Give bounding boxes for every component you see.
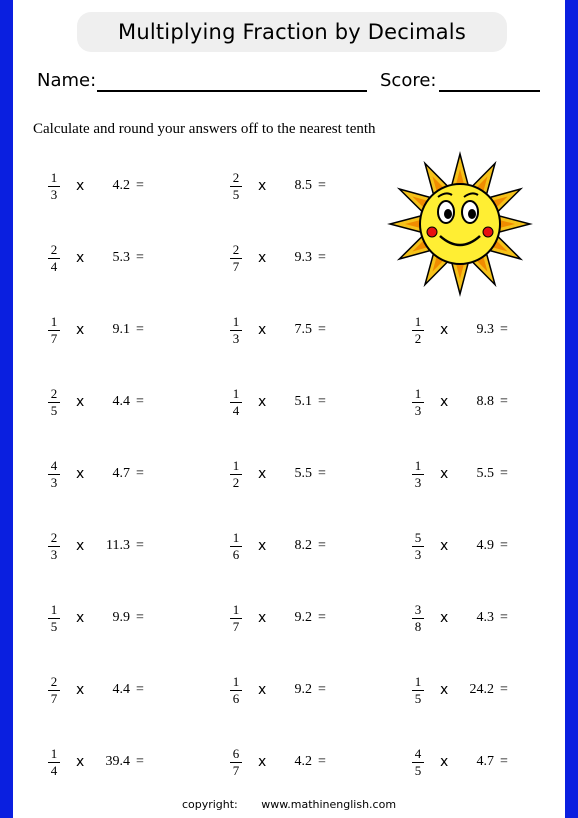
decimal-value: 24.2: [469, 682, 494, 697]
fraction: [228, 747, 244, 778]
fraction-denominator: 7: [232, 762, 240, 778]
fraction-numerator: 1: [232, 673, 240, 689]
footer: [13, 798, 565, 811]
times-symbol: x: [258, 538, 267, 554]
problem-item: [46, 382, 196, 422]
fraction: [410, 315, 426, 346]
fraction-denominator: 4: [50, 258, 58, 274]
decimal-value: 4.7: [476, 754, 494, 769]
decimal-value: 4.9: [476, 538, 494, 553]
equals-symbol: =: [318, 538, 326, 553]
equals-symbol: =: [136, 610, 144, 625]
problem-item: [228, 526, 378, 566]
problem-item: [228, 598, 378, 638]
fraction-denominator: 5: [50, 618, 58, 634]
times-symbol: x: [76, 682, 85, 698]
fraction-numerator: 1: [50, 313, 58, 329]
problem-item: [410, 454, 560, 494]
decimal-value: 7.5: [294, 322, 312, 337]
equals-symbol: =: [318, 610, 326, 625]
problem-item: [228, 310, 378, 350]
fraction: [228, 171, 244, 202]
fraction-numerator: 1: [50, 601, 58, 617]
fraction: [228, 459, 244, 490]
fraction-denominator: 7: [232, 258, 240, 274]
fraction-numerator: 2: [50, 529, 58, 545]
fraction: [46, 387, 62, 418]
fraction-denominator: 3: [414, 546, 422, 562]
problem-item: [46, 454, 196, 494]
times-symbol: x: [76, 250, 85, 266]
problem-item: [46, 238, 196, 278]
times-symbol: x: [76, 610, 85, 626]
fraction-denominator: 6: [232, 690, 240, 706]
fraction-numerator: 2: [50, 385, 58, 401]
decimal-value: 9.1: [112, 322, 130, 337]
fraction-denominator: 5: [414, 762, 422, 778]
fraction: [410, 747, 426, 778]
times-symbol: x: [440, 466, 449, 482]
equals-symbol: =: [318, 322, 326, 337]
fraction-denominator: 4: [232, 402, 240, 418]
fraction-denominator: 7: [50, 690, 58, 706]
decimal-value: 8.2: [294, 538, 312, 553]
fraction-denominator: 3: [50, 546, 58, 562]
fraction-denominator: 2: [414, 330, 422, 346]
fraction: [228, 675, 244, 706]
fraction-numerator: 1: [50, 169, 58, 185]
fraction: [228, 315, 244, 346]
page-title: Multiplying Fraction by Decimals: [118, 20, 466, 44]
equals-symbol: =: [136, 394, 144, 409]
fraction-denominator: 7: [232, 618, 240, 634]
problem-item: [46, 526, 196, 566]
times-symbol: x: [258, 322, 267, 338]
equals-symbol: =: [136, 754, 144, 769]
fraction-denominator: 3: [232, 330, 240, 346]
fraction-denominator: 8: [414, 618, 422, 634]
equals-symbol: =: [318, 682, 326, 697]
equals-symbol: =: [500, 754, 508, 769]
fraction-numerator: 1: [232, 313, 240, 329]
fraction-numerator: 2: [232, 241, 240, 257]
times-symbol: x: [258, 250, 267, 266]
times-symbol: x: [258, 754, 267, 770]
fraction-numerator: 1: [414, 673, 422, 689]
times-symbol: x: [76, 538, 85, 554]
problem-grid: [13, 0, 565, 818]
fraction-denominator: 6: [232, 546, 240, 562]
times-symbol: x: [76, 394, 85, 410]
problem-item: [46, 598, 196, 638]
decimal-value: 5.5: [294, 466, 312, 481]
problem-item: [410, 598, 560, 638]
equals-symbol: =: [500, 682, 508, 697]
equals-symbol: =: [136, 250, 144, 265]
times-symbol: x: [76, 322, 85, 338]
problem-item: [228, 670, 378, 710]
problem-item: [410, 310, 560, 350]
fraction: [46, 603, 62, 634]
decimal-value: 4.4: [112, 682, 130, 697]
fraction: [46, 675, 62, 706]
fraction: [46, 315, 62, 346]
fraction-denominator: 3: [50, 474, 58, 490]
fraction: [410, 675, 426, 706]
fraction: [46, 459, 62, 490]
times-symbol: x: [440, 610, 449, 626]
problem-item: [228, 454, 378, 494]
decimal-value: 9.3: [476, 322, 494, 337]
decimal-value: 4.4: [112, 394, 130, 409]
fraction-numerator: 1: [50, 745, 58, 761]
fraction: [410, 387, 426, 418]
fraction-denominator: 5: [414, 690, 422, 706]
problem-item: [46, 310, 196, 350]
fraction: [46, 243, 62, 274]
fraction: [46, 171, 62, 202]
problem-item: [46, 742, 196, 782]
equals-symbol: =: [500, 466, 508, 481]
problem-item: [46, 670, 196, 710]
equals-symbol: =: [500, 322, 508, 337]
equals-symbol: =: [318, 178, 326, 193]
decimal-value: 4.2: [294, 754, 312, 769]
decimal-value: 4.2: [112, 178, 130, 193]
decimal-value: 4.7: [112, 466, 130, 481]
equals-symbol: =: [136, 682, 144, 697]
fraction-numerator: 1: [414, 385, 422, 401]
instructions: Calculate and round your answers off to the nearest tenth: [33, 121, 376, 137]
decimal-value: 9.9: [112, 610, 130, 625]
decimal-value: 4.3: [476, 610, 494, 625]
fraction-numerator: 1: [232, 601, 240, 617]
fraction-numerator: 1: [414, 313, 422, 329]
fraction: [228, 531, 244, 562]
fraction: [410, 603, 426, 634]
decimal-value: 9.2: [294, 610, 312, 625]
decimal-value: 39.4: [105, 754, 130, 769]
problem-item: [228, 238, 378, 278]
fraction-denominator: 2: [232, 474, 240, 490]
fraction: [228, 603, 244, 634]
problem-item: [228, 382, 378, 422]
times-symbol: x: [76, 178, 85, 194]
fraction-numerator: 3: [414, 601, 422, 617]
copyright-label: copyright:: [181, 798, 238, 811]
decimal-value: 11.3: [106, 538, 130, 553]
times-symbol: x: [258, 466, 267, 482]
decimal-value: 8.8: [476, 394, 494, 409]
times-symbol: x: [258, 178, 267, 194]
fraction: [410, 531, 426, 562]
fraction-numerator: 4: [414, 745, 422, 761]
fraction: [410, 459, 426, 490]
fraction: [46, 747, 62, 778]
times-symbol: x: [440, 682, 449, 698]
fraction-numerator: 6: [232, 745, 240, 761]
times-symbol: x: [440, 394, 449, 410]
problem-item: [410, 526, 560, 566]
equals-symbol: =: [318, 466, 326, 481]
decimal-value: 8.5: [294, 178, 312, 193]
fraction-numerator: 2: [232, 169, 240, 185]
decimal-value: 5.5: [476, 466, 494, 481]
problem-item: [410, 742, 560, 782]
problem-item: [410, 382, 560, 422]
times-symbol: x: [258, 682, 267, 698]
times-symbol: x: [440, 322, 449, 338]
equals-symbol: =: [136, 538, 144, 553]
equals-symbol: =: [500, 610, 508, 625]
decimal-value: 9.2: [294, 682, 312, 697]
equals-symbol: =: [136, 466, 144, 481]
equals-symbol: =: [500, 538, 508, 553]
fraction: [228, 243, 244, 274]
times-symbol: x: [440, 754, 449, 770]
fraction-denominator: 5: [50, 402, 58, 418]
fraction-numerator: 5: [414, 529, 422, 545]
times-symbol: x: [76, 754, 85, 770]
equals-symbol: =: [318, 394, 326, 409]
equals-symbol: =: [136, 322, 144, 337]
fraction-numerator: 4: [50, 457, 58, 473]
fraction-denominator: 3: [414, 474, 422, 490]
fraction-numerator: 1: [232, 385, 240, 401]
decimal-value: 5.3: [112, 250, 130, 265]
decimal-value: 5.1: [294, 394, 312, 409]
fraction-numerator: 1: [232, 457, 240, 473]
fraction: [46, 531, 62, 562]
fraction-numerator: 2: [50, 241, 58, 257]
fraction-denominator: 4: [50, 762, 58, 778]
problem-item: [228, 742, 378, 782]
fraction-denominator: 3: [414, 402, 422, 418]
fraction-denominator: 7: [50, 330, 58, 346]
times-symbol: x: [440, 538, 449, 554]
equals-symbol: =: [318, 250, 326, 265]
decimal-value: 9.3: [294, 250, 312, 265]
problem-item: [410, 670, 560, 710]
equals-symbol: =: [500, 394, 508, 409]
worksheet-page: [13, 0, 565, 818]
sun-smiley-icon: [385, 142, 535, 302]
problem-item: [228, 166, 378, 206]
fraction-numerator: 1: [232, 529, 240, 545]
problem-item: [46, 166, 196, 206]
fraction: [228, 387, 244, 418]
times-symbol: x: [76, 466, 85, 482]
fraction-numerator: 2: [50, 673, 58, 689]
website-link[interactable]: www.mathinenglish.com: [261, 798, 397, 811]
fraction-numerator: 1: [414, 457, 422, 473]
name-label: Name:: [37, 70, 97, 91]
times-symbol: x: [258, 610, 267, 626]
equals-symbol: =: [136, 178, 144, 193]
fraction-denominator: 3: [50, 186, 58, 202]
equals-symbol: =: [318, 754, 326, 769]
fraction-denominator: 5: [232, 186, 240, 202]
times-symbol: x: [258, 394, 267, 410]
score-label: Score:: [380, 70, 437, 91]
